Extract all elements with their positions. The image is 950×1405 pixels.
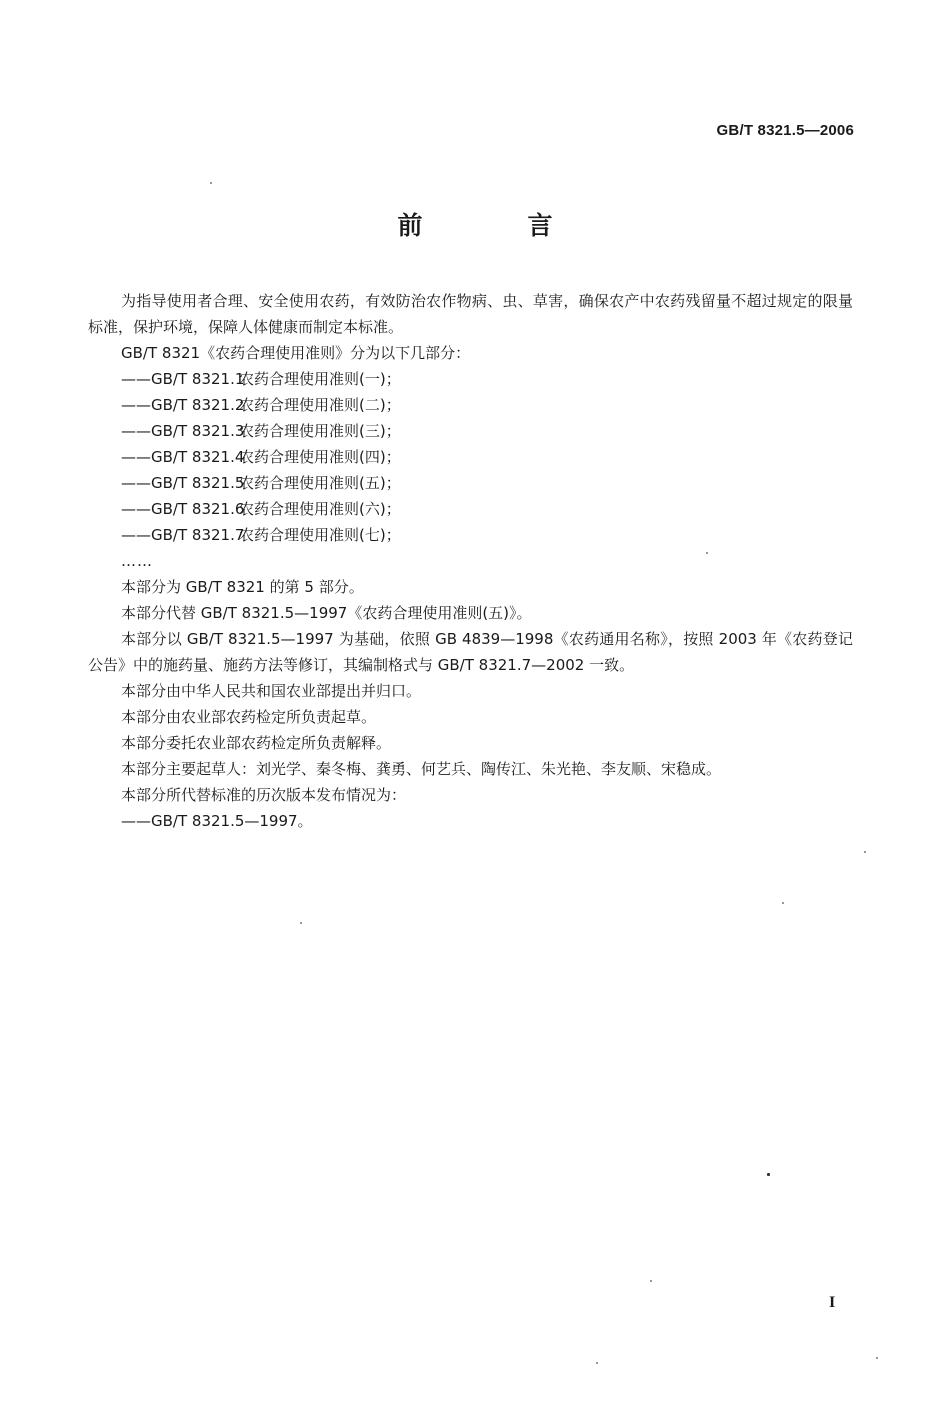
scan-speck — [300, 922, 302, 924]
part-code: ——GB/T 8321.4 — [121, 448, 245, 466]
part-code: ——GB/T 8321.2 — [121, 396, 245, 414]
part-name: 农药合理使用准则(五)； — [239, 474, 401, 492]
paragraph-history-intro: 本部分所代替标准的历次版本发布情况为： — [121, 786, 407, 804]
part-name: 农药合理使用准则(一)； — [239, 370, 401, 388]
scan-speck — [210, 182, 212, 184]
parts-intro: GB/T 8321《农药合理使用准则》分为以下几部分： — [121, 344, 471, 362]
part-code: ——GB/T 8321.6 — [121, 500, 245, 518]
scan-speck — [767, 1173, 770, 1176]
intro-paragraph: 为指导使用者合理、安全使用农药，有效防治农作物病、虫、草害，确保农产中农药残留量不超过规定的限量标准，保护环境，保障人体健康而制定本标准。 — [88, 292, 853, 336]
part-code: ——GB/T 8321.3 — [121, 422, 245, 440]
standard-code: GB/T 8321.5—2006 — [716, 122, 854, 139]
list-item — [88, 418, 853, 444]
list-item — [88, 496, 853, 522]
page-number: I — [829, 1294, 836, 1311]
history-item: ——GB/T 8321.5—1997。 — [121, 812, 313, 830]
scan-speck — [864, 851, 866, 853]
list-item — [88, 470, 853, 496]
scan-speck — [876, 1357, 878, 1359]
paragraph-part-number: 本部分为 GB/T 8321 的第 5 部分。 — [121, 578, 364, 596]
paragraph-interpreter: 本部分委托农业部农药检定所负责解释。 — [121, 734, 392, 752]
scan-speck — [782, 902, 784, 904]
scan-speck — [596, 1362, 598, 1364]
part-name: 农药合理使用准则(七)； — [239, 526, 401, 544]
list-item — [88, 392, 853, 418]
paragraph-drafter: 本部分由农业部农药检定所负责起草。 — [121, 708, 377, 726]
part-code: ——GB/T 8321.7 — [121, 526, 245, 544]
list-ellipsis: …… — [121, 552, 153, 570]
part-name: 农药合理使用准则(四)； — [239, 448, 401, 466]
scan-speck — [706, 552, 708, 554]
paragraph-replaces: 本部分代替 GB/T 8321.5—1997《农药合理使用准则(五)》。 — [121, 604, 532, 622]
part-code: ——GB/T 8321.5 — [121, 474, 245, 492]
page-title: 前 言 — [397, 211, 593, 240]
paragraph-proposer: 本部分由中华人民共和国农业部提出并归口。 — [121, 682, 422, 700]
part-name: 农药合理使用准则(三)； — [239, 422, 401, 440]
list-item — [88, 444, 853, 470]
scan-speck — [650, 1280, 652, 1282]
part-name: 农药合理使用准则(六)； — [239, 500, 401, 518]
paragraph-basis: 本部分以 GB/T 8321.5—1997 为基础，依照 GB 4839—1998《农药通用名称》，按照 2003 年《农药登记公告》中的施药量、施药方法等修订，其编制格式与 GB/T 8321.7—2002 一致。 — [88, 630, 853, 674]
part-code: ——GB/T 8321.1 — [121, 370, 245, 388]
list-item — [88, 522, 853, 548]
parts-list — [88, 366, 853, 548]
document-body — [88, 288, 853, 834]
list-item — [88, 366, 853, 392]
part-name: 农药合理使用准则(二)； — [239, 396, 401, 414]
paragraph-authors: 本部分主要起草人：刘光学、秦冬梅、龚勇、何艺兵、陶传江、朱光艳、李友顺、宋稳成。 — [121, 760, 722, 778]
